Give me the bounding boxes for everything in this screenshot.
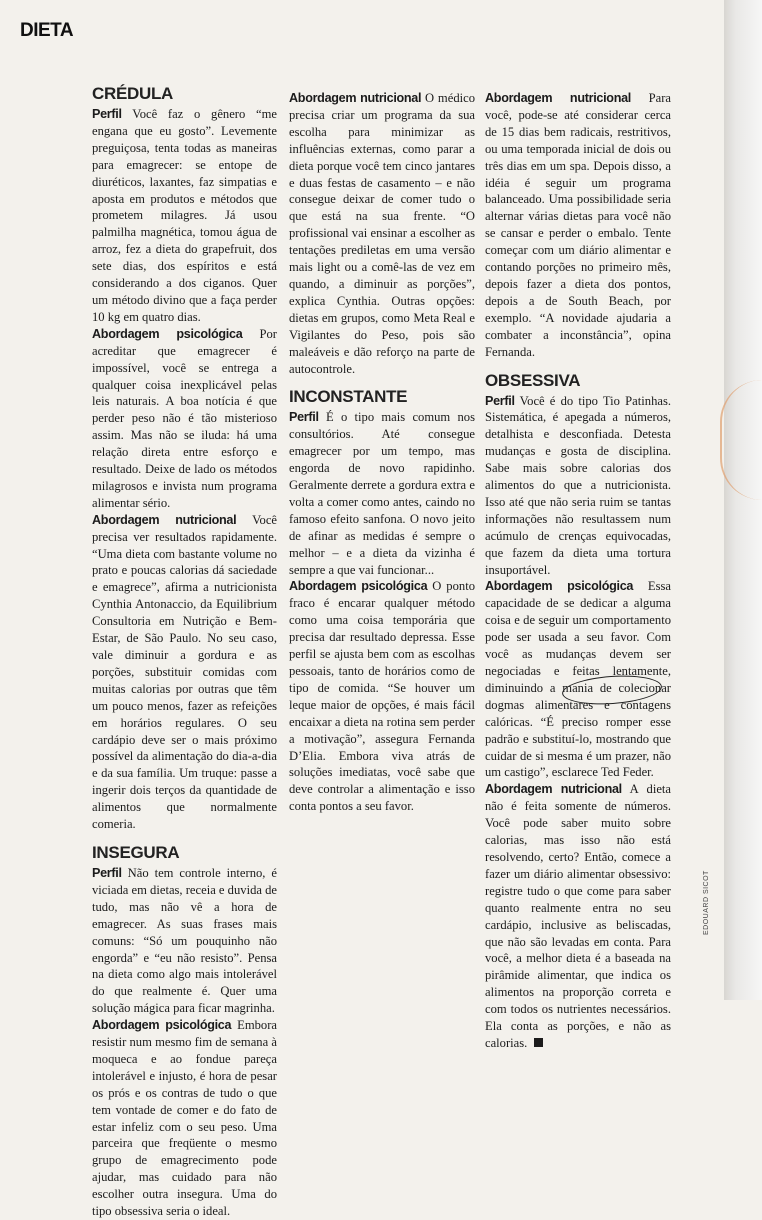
- section-title-credula: CRÉDULA: [92, 84, 174, 103]
- section-title-obsessiva: OBSESSIVA: [485, 370, 581, 390]
- column-1: [92, 84, 278, 1219]
- column-3: [485, 90, 671, 1050]
- inconstante-psico: [289, 578, 475, 815]
- insegura-perfil-text: Não tem controle interno, é viciada em dietas, receia e duvida de tudo, mas não vê a hora de emagrecer. As suas frases mais comuns: “Só um pouquinho não engorda” e “eu não resisto”. Pensa na dieta como algo mais intolerável do que realmente é. Quer uma solução mágica para ficar magrinha.: [92, 865, 277, 1016]
- nutri-label: Abordagem nutricional: [289, 91, 422, 105]
- credula-psico-text: Por acreditar que emagrecer é impossível, você se entrega a qualquer coisa inexplicável pelas leis naturais. A boa notícia é que perder peso não é tão misterioso assim. Mas não se iluda: há uma relação direta entre esforço e resultado. Deixe de lado os métodos milagrosos e invista num programa alimentar sério.: [92, 326, 277, 510]
- obsessiva-perfil-text: Você é do tipo Tio Patinhas. Sistemática, é apegada a números, detalhista e desconfiada. Detesta mudanças e gosta de disciplina. Sabe mais sobre calorias dos alimentos do que a nutricionista. Isso até que não seria ruim se tantas informações não resultassem num acúmulo de crenças equivocadas, que fazem da dieta uma tortura insuportável.: [485, 393, 671, 577]
- section-title-insegura: INSEGURA: [92, 842, 180, 862]
- psico-label: Abordagem psicológica: [289, 579, 428, 594]
- credula-nutri: [92, 512, 277, 833]
- inconstante-perfil-text: É o tipo mais comum nos consultórios. Até consegue emagrecer por um tempo, mas engorda de novo rapidinho. Geralmente derrete a gordura extra e volta a comer como antes, caindo no famoso efeito sanfona. O novo jeito de afinar as medidas é sempre o melhor – e a dieta da vizinha é sempre a que vai funcionar...: [289, 410, 475, 577]
- page-fold-edge: [724, 0, 762, 1000]
- column-2: [289, 90, 475, 990]
- perfil-label: Perfil: [289, 410, 319, 425]
- inconstante-perfil: [289, 409, 475, 578]
- nutri-label: Abordagem nutricional: [92, 512, 237, 527]
- psico-label: Abordagem psicológica: [92, 326, 243, 341]
- section-tag: DIETA: [20, 20, 74, 41]
- credula-perfil: [92, 106, 277, 326]
- psico-label: Abordagem psicológica: [92, 1018, 232, 1033]
- inconstante-nutri-text: Para você, pode-se até considerar cerca de 15 dias bem radicais, restritivos, ou uma temporada inicial de dois ou três dias em um spa. Depois disso, a idéia é seguir um programa balanceado. Uma possibilidade seria alternar várias dietas para você não se cansar e perder o embalo. Tente começar com um diário alimentar e contando porções no primeiro mês, depois fazer a dieta dos pontos, depois a de South Beach, por exemplo. “A novidade ajudaria a combater a inconstância”, opina Fernanda.: [485, 91, 671, 359]
- obsessiva-perfil: [485, 393, 671, 579]
- insegura-nutri: [289, 90, 475, 377]
- nutri-label: Abordagem nutricional: [485, 782, 622, 797]
- photo-credit: EDOUARD SICOT: [703, 870, 710, 935]
- obsessiva-nutri: [485, 781, 671, 1052]
- insegura-perfil: [92, 865, 277, 1017]
- inconstante-psico-text: O ponto fraco é encarar qualquer método como uma coisa temporária que precisa dar resultado depressa. Esse perfil se ajusta bem com as escolhas pessoais, tanto de horários como de tipo de comida. “Se houver um leque maior de opções, é mais fácil encaixar a dieta na rotina sem perder a motivação”, assegura Fernanda D’Elia. Embora viva atrás de soluções imediatas, você sabe que deve controlar a alimentação e isso conta pontos a seu favor.: [289, 579, 475, 814]
- page-curve-mark: [720, 380, 762, 500]
- inconstante-nutri: [485, 90, 671, 361]
- insegura-nutri-text: O médico precisa criar um programa da sua escolha para minimizar as influências externas, como parar a dieta porque você tem cinco jantares e duas festas de casamento – e não consegue deixar de comer tudo o que está na sua frente. “O profissional vai ensinar a escolher as tentações prediletas em uma versão mais light ou a comê-las de vez em quando, a diminuir as porções”, explica Cynthia. Outras opções: dietas em grupos, como Meta Real e Vigilantes do Peso, pois são maleáveis e dão reforço na parte de autocontrole.: [289, 91, 476, 376]
- insegura-psico-text: Embora resistir num mesmo fim de semana à moqueca e ao fondue pareça intolerável e injusto, é hora de pesar os prós e os contras de tudo o que tem vontade de comer e do fato de estar infeliz com o seu peso. Uma parceira que freqüente o mesmo grupo de emagrecimento pode ajudar, mas cuidado para não escolher outra insegura. Uma do tipo obsessiva seria o ideal.: [92, 1018, 277, 1219]
- perfil-label: Perfil: [92, 865, 122, 880]
- obsessiva-nutri-text: A dieta não é feita somente de números. Você pode saber muito sobre calorias, mas isso não está resolvendo, certo? Então, comece a fazer um diário alimentar obsessivo: registre tudo o que come para saber quanto realmente entra no seu cardápio, inclusive as beliscadas, que não são levadas em conta. Para você, a melhor dieta é a baseada na pirâmide alimentar, que indica os alimentos na proporção correta e com todos os nutrientes necessários. Ela conta as porções, e não as calorias.: [485, 782, 671, 1050]
- perfil-label: Perfil: [485, 393, 515, 408]
- obsessiva-psico-text: Essa capacidade de se dedicar a alguma coisa e de seguir um comportamento pode ser usada a seu favor. Com você as mudanças devem ser negociadas e feitas lentamente, diminuindo a mania de colecionar dogmas alimentares e contagens calóricas. “É preciso romper esse padrão e substituí-lo, mostrando que cuidar de si mesma é um prazer, não um castigo”, esclarece Ted Feder.: [485, 579, 671, 780]
- perfil-label: Perfil: [92, 107, 122, 121]
- credula-perfil-text: Você faz o gênero “me engana que eu gosto”. Levemente preguiçosa, tenta todas as maneiras para emagrecer: se entope de diuréticos, laxantes, faz simpatias e aposta em produtos e métodos que prometem milagres. Já usou palmilha magnética, tomou água de arroz, fez a dieta do grapefruit, dos sete dias, dos espíritos e está considerando a dos ciganos. Quer um método divino que a faça perder 10 kg em quatro dias.: [92, 107, 278, 324]
- section-title-inconstante: INCONSTANTE: [289, 387, 408, 407]
- end-of-article-square: [534, 1038, 543, 1047]
- nutri-label: Abordagem nutricional: [485, 91, 631, 105]
- psico-label: Abordagem psicológica: [485, 579, 634, 594]
- credula-nutri-text: Você precisa ver resultados rapidamente. “Uma dieta com bastante volume no prato e poucas calorias dá saciedade e emagrece”, afirma a nutricionista Cynthia Antonaccio, da Equilibrium Consultoria em Nutrição e Bem-Estar, de São Paulo. No seu caso, vale diminuir a gordura e as porções, substituir comidas com muitas calorias por outras que têm um pouco menos, fazer as refeições em horários regulares. O seu cardápio deve ser o mais próximo possível da alimentação do dia-a-dia e da sua família. Um truque: passe a ingerir dois terços da quantidade de alimentos que normalmente comeria.: [92, 512, 278, 832]
- insegura-psico: [92, 1017, 277, 1220]
- credula-psico: [92, 326, 277, 512]
